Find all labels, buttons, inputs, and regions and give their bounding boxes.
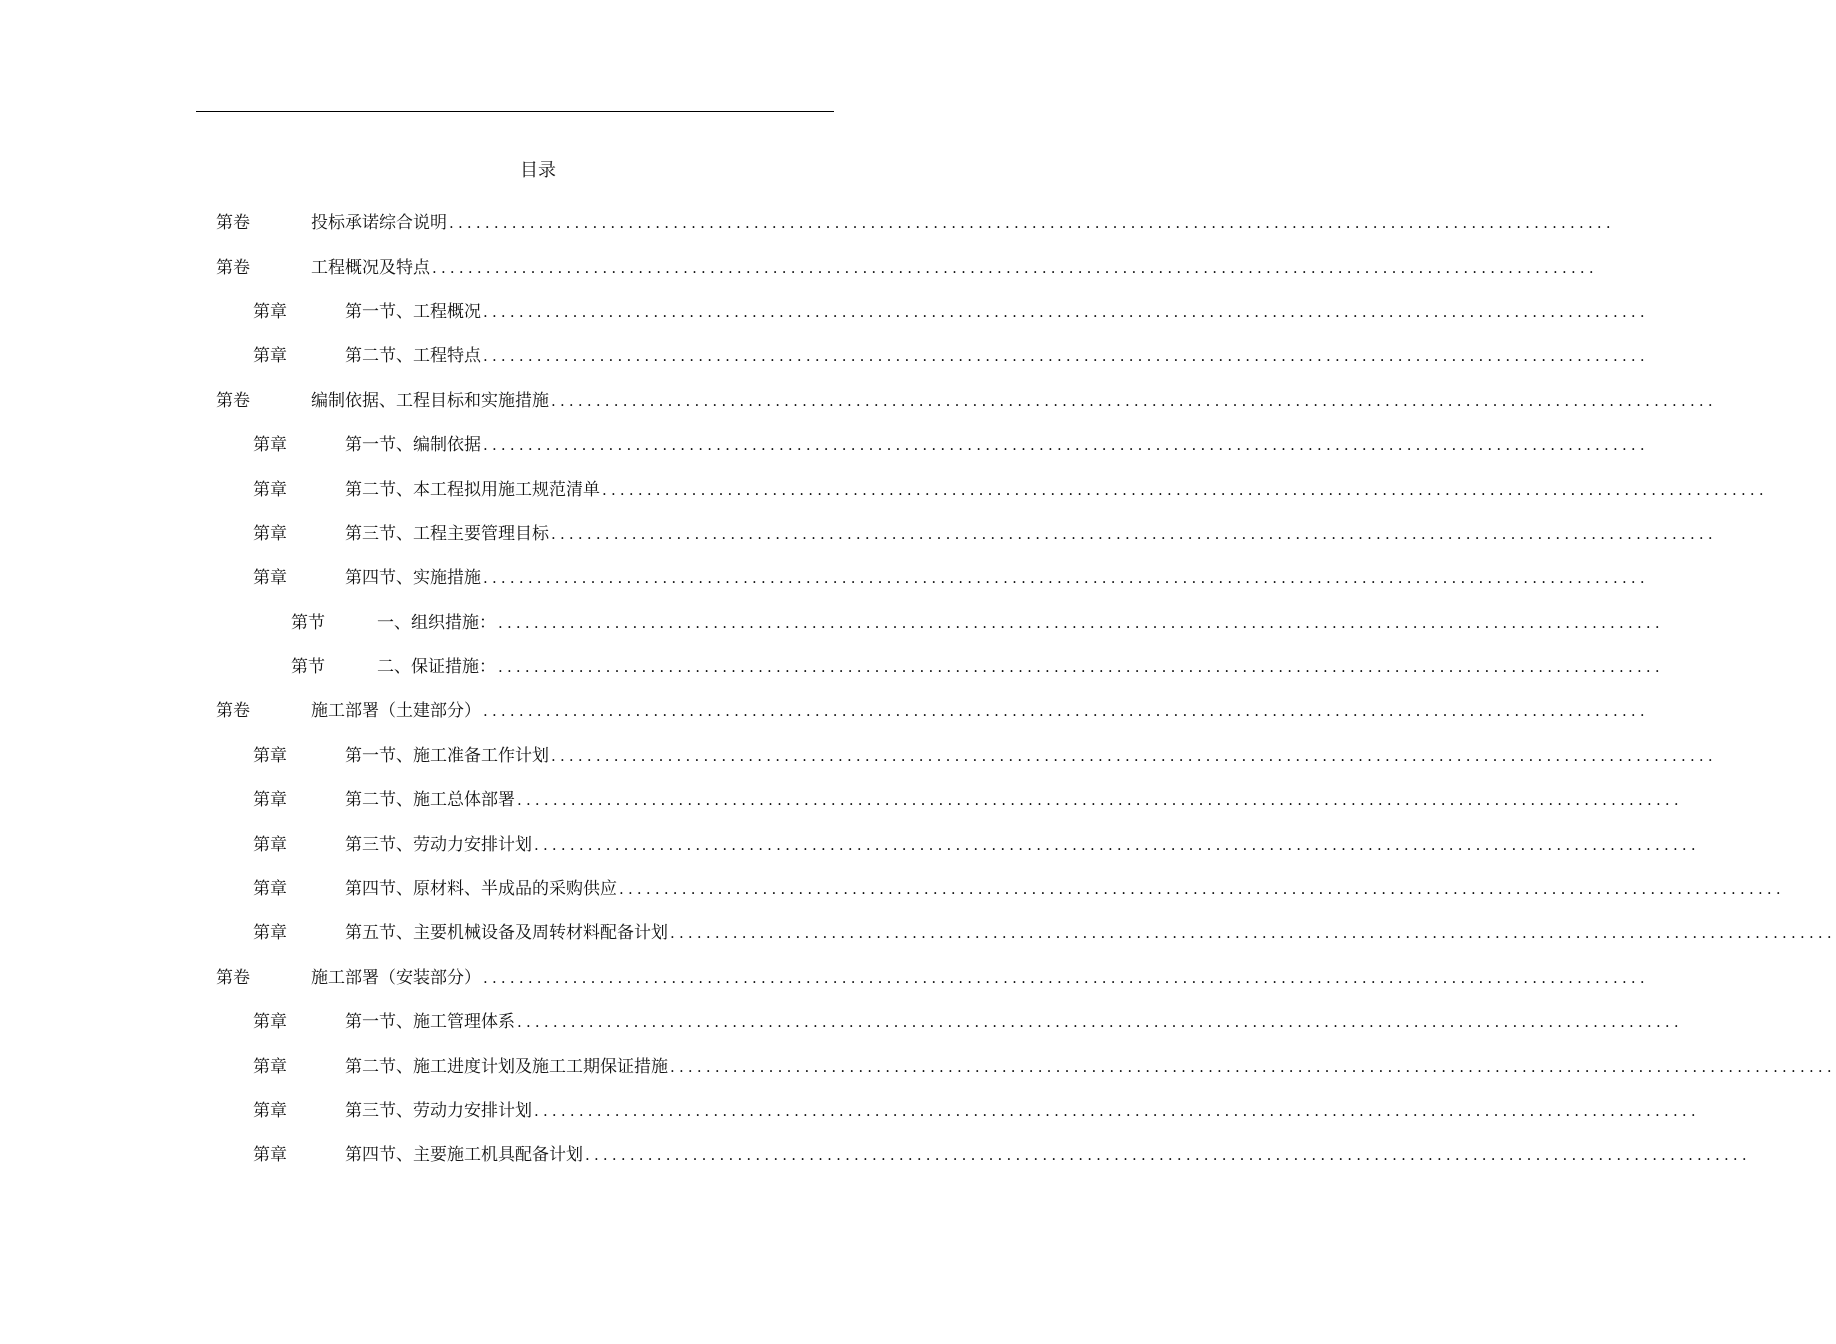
toc-entry-body	[345, 833, 1700, 857]
toc-entry-text: 第一节、工程概况	[345, 301, 481, 322]
toc-dot-leader: ..................................................................................................................................	[498, 613, 1664, 632]
toc-entry-level-label: 第章	[253, 1145, 287, 1166]
toc-entry[interactable]	[0, 1089, 1700, 1133]
toc-entry-text: 施工部署（土建部分）	[311, 701, 481, 722]
toc-entry-body	[345, 1010, 1683, 1034]
toc-entry[interactable]	[0, 956, 1649, 1000]
toc-entry-text: 第三节、劳动力安排计划	[345, 1101, 532, 1121]
toc-entry-text: 第五节、主要机械设备及周转材料配备计划	[345, 923, 668, 944]
toc-entry-body	[311, 389, 1717, 413]
toc-entry-level-label: 第章	[253, 923, 287, 944]
toc-entry-level-label: 第章	[253, 834, 287, 855]
toc-entry-text: 第二节、本工程拟用施工规范清单	[345, 479, 600, 500]
toc-entry-body	[345, 566, 1649, 590]
toc-entry[interactable]	[0, 290, 1649, 334]
toc-entry-level-label: 第卷	[216, 390, 250, 411]
toc-entry-text: 第四节、实施措施	[345, 568, 481, 589]
toc-entry-level-label: 第章	[253, 346, 287, 367]
toc-entry-level-label: 第卷	[216, 213, 250, 234]
toc-entry[interactable]	[0, 1000, 1683, 1044]
toc-entry-body	[345, 1143, 1751, 1167]
toc-entry-body	[311, 211, 1615, 235]
toc-entry[interactable]	[0, 689, 1649, 733]
toc-entry[interactable]	[0, 423, 1649, 467]
toc-entry-level-label: 第节	[291, 612, 325, 633]
toc-entry-body	[345, 921, 1836, 945]
toc-entry[interactable]	[0, 645, 1664, 689]
toc-entry[interactable]	[0, 512, 1717, 556]
toc-entry-body	[345, 344, 1649, 368]
header-rule	[196, 111, 834, 112]
toc-entry-level-label: 第章	[253, 568, 287, 589]
toc-entry-text: 工程概况及特点	[311, 257, 430, 278]
toc-entry[interactable]	[0, 911, 1836, 955]
toc-entry-text: 投标承诺综合说明	[311, 213, 447, 234]
toc-entry-text: 第一节、施工管理体系	[345, 1012, 515, 1033]
toc-entry-body	[345, 744, 1717, 768]
toc-entry-body	[345, 788, 1683, 812]
toc-dot-leader: ..................................................................................................................................	[449, 214, 1615, 233]
toc-entry-text: 第二节、工程特点	[345, 346, 481, 367]
toc-entry-level-label: 第章	[253, 301, 287, 322]
toc-entry-body	[345, 478, 1768, 502]
toc-dot-leader: ..................................................................................................................................	[670, 1057, 1836, 1076]
toc-entry[interactable]	[0, 245, 1598, 289]
toc-entry-body	[345, 1055, 1836, 1079]
toc-entry[interactable]	[0, 1044, 1836, 1088]
toc-entry-text: 二、保证措施：	[377, 657, 496, 678]
toc-dot-leader: ..................................................................................................................................	[551, 391, 1717, 410]
toc-entry-text: 第四节、主要施工机具配备计划	[345, 1145, 583, 1166]
toc-dot-leader: ..................................................................................................................................	[498, 658, 1664, 677]
toc-entry[interactable]	[0, 334, 1649, 378]
toc-dot-leader: ..................................................................................................................................	[602, 480, 1768, 499]
toc-dot-leader: ..................................................................................................................................	[551, 524, 1717, 543]
toc-entry-level-label: 第节	[291, 657, 325, 678]
toc-entry-text: 第二节、施工总体部署	[345, 790, 515, 811]
toc-entry[interactable]	[0, 467, 1768, 511]
toc-entry-level-label: 第章	[253, 1056, 287, 1077]
toc-entry-body	[345, 522, 1717, 546]
toc-list	[0, 201, 1836, 1178]
toc-entry[interactable]	[0, 201, 1615, 245]
toc-entry-text: 第四节、原材料、半成品的采购供应	[345, 879, 617, 900]
toc-entry-level-label: 第章	[253, 435, 287, 456]
toc-entry[interactable]	[0, 734, 1717, 778]
toc-entry[interactable]	[0, 822, 1700, 866]
toc-entry-text: 第二节、施工进度计划及施工工期保证措施	[345, 1056, 668, 1077]
toc-entry[interactable]	[0, 601, 1664, 645]
toc-entry-level-label: 第章	[253, 479, 287, 500]
toc-entry-level-label: 第卷	[216, 701, 250, 722]
toc-entry[interactable]	[0, 867, 1785, 911]
toc-entry[interactable]	[0, 1133, 1751, 1177]
toc-entry[interactable]	[0, 379, 1717, 423]
toc-dot-leader: ..................................................................................................................................	[483, 569, 1649, 588]
toc-entry-body	[345, 433, 1649, 457]
toc-entry-body	[345, 1099, 1700, 1123]
toc-dot-leader: ..................................................................................................................................	[483, 968, 1649, 987]
toc-dot-leader: ..................................................................................................................................	[432, 258, 1598, 277]
toc-entry-level-label: 第章	[253, 1101, 287, 1121]
toc-entry-level-label: 第章	[253, 1012, 287, 1033]
toc-entry-level-label: 第卷	[216, 257, 250, 278]
toc-title: 目录	[520, 160, 556, 181]
toc-dot-leader: ..................................................................................................................................	[483, 302, 1649, 321]
toc-dot-leader: ..................................................................................................................................	[670, 924, 1836, 943]
toc-entry-text: 第三节、劳动力安排计划	[345, 834, 532, 855]
toc-entry-text: 第一节、编制依据	[345, 435, 481, 456]
toc-entry-text: 编制依据、工程目标和实施措施	[311, 390, 549, 411]
toc-entry[interactable]	[0, 778, 1683, 822]
toc-entry-body	[377, 655, 1664, 679]
toc-dot-leader: ..................................................................................................................................	[534, 835, 1700, 854]
toc-dot-leader: ..................................................................................................................................	[517, 791, 1683, 810]
toc-entry-body	[311, 699, 1649, 723]
toc-entry-level-label: 第卷	[216, 967, 250, 988]
toc-entry-body	[345, 300, 1649, 324]
toc-dot-leader: ..................................................................................................................................	[483, 347, 1649, 366]
toc-entry-body	[311, 256, 1598, 280]
toc-entry-text: 施工部署（安装部分）	[311, 967, 481, 988]
toc-entry[interactable]	[0, 556, 1649, 600]
toc-entry-level-label: 第章	[253, 523, 287, 544]
toc-dot-leader: ..................................................................................................................................	[517, 1013, 1683, 1032]
toc-dot-leader: ..................................................................................................................................	[585, 1146, 1751, 1165]
toc-entry-body	[377, 611, 1664, 635]
toc-entry-level-label: 第章	[253, 745, 287, 766]
toc-entry-body	[345, 877, 1785, 901]
toc-dot-leader: ..................................................................................................................................	[551, 746, 1717, 765]
toc-dot-leader: ..................................................................................................................................	[619, 880, 1785, 899]
toc-entry-text: 一、组织措施：	[377, 612, 496, 633]
toc-dot-leader: ..................................................................................................................................	[483, 436, 1649, 455]
toc-dot-leader: ..................................................................................................................................	[483, 702, 1649, 721]
toc-dot-leader: ..................................................................................................................................	[534, 1102, 1700, 1120]
toc-entry-text: 第一节、施工准备工作计划	[345, 745, 549, 766]
toc-entry-text: 第三节、工程主要管理目标	[345, 523, 549, 544]
toc-entry-level-label: 第章	[253, 790, 287, 811]
toc-entry-level-label: 第章	[253, 879, 287, 900]
toc-entry-body	[311, 966, 1649, 990]
